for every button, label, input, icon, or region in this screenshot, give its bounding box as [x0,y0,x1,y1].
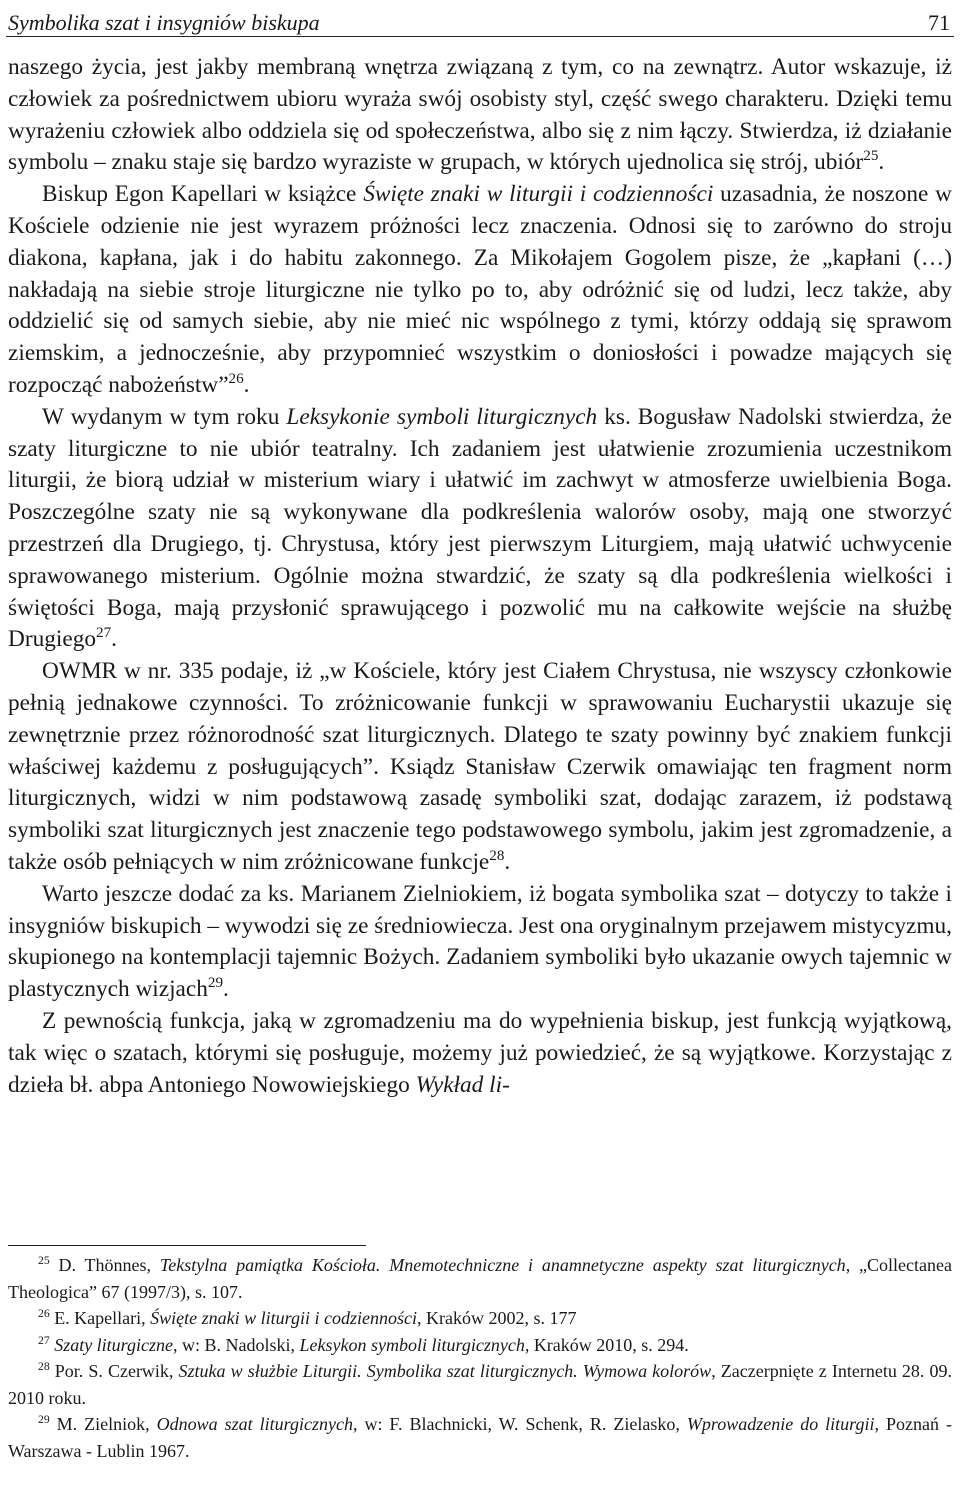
footnote [8,1305,952,1332]
text-run: . [504,848,511,875]
footnote [8,1411,952,1464]
italic-text: Leksykonie symboli liturgicznych [286,403,598,430]
footnote-marker: 28 [38,1360,50,1373]
footnote-marker: 28 [489,848,505,865]
text-run: , Poznań - Warszawa - Lublin 1967. [8,1414,952,1461]
text-run: . [223,976,229,1003]
text-run: , Kraków 2010, s. 294. [524,1334,689,1355]
text-run: M. Zielniok, [49,1414,157,1434]
footnote [8,1358,952,1411]
footnote-marker: 29 [207,975,224,992]
paragraph [8,879,952,1006]
paragraph [8,656,952,879]
text-run: E. Kapellari, [49,1308,151,1328]
text-run: Biskup Egon Kapellari w książce [42,181,364,208]
text-run: , w: F. Blachnicki, W. Schenk, R. Zielasko, [352,1414,687,1434]
paragraph [8,52,952,179]
footnote [8,1332,952,1359]
footnote-marker: 26 [228,371,244,388]
text-run: , Zaczerpnięte z Internetu 28. 09. 2010 roku. [8,1361,952,1408]
footnote-marker: 26 [38,1307,50,1320]
text-run: Por. S. Czerwik, [49,1361,179,1381]
paragraph [8,1006,952,1101]
italic-text: Odnowa szat liturgicznych [156,1414,353,1434]
text-run: ks. Bogusław Nadolski stwierdza, że szaty liturgiczne to nie ubiór teatralny. Ich zadaniem jest ułatwienie zrozumienia uczestnikom liturgii, że biorą udział w misterium wiary i ułatwić im zachwyt w atmosferze uwielbienia Boga. Poszczególne szaty nie są wykonywane dla podkreślenia walorów osoby, mają one stworzyć przestrzeń dla Drugiego, tj. Chrystusa, który jest pierwszym Liturgiem, mają ułatwić uchwycenie sprawowanego misterium. Ogólnie można stwardzić, że szaty są dla podkreślenia wielkości i świętości Boga, mają przysłonić sprawującego i pozwolić mu na całkowite wejście na służbę Drugiego [8,403,952,653]
italic-text: Wprowadzenie do liturgii [686,1414,875,1434]
text-run: W wydanym w tym roku [42,403,287,430]
footnote-marker: 25 [38,1254,50,1267]
italic-text: Leksykon symboli liturgicznych [299,1334,525,1355]
text-run: naszego życia, jest jakby membraną wnętrza związaną z tym, co na zewnątrz. Autor wskazuje, iż człowiek za pośrednictwem ubioru wyraża swój osobisty styl, część swego charakteru. Dzięki temu wyrażeniu człowiek albo oddziela się od społeczeństwa, albo się z nim łączy. Stwierdza, iż działanie symbolu – znaku staje się bardzo wyraziste w grupach, w których ujednolica się strój, ubiór [8,54,952,176]
text-run: Z pewnością funkcja, jaką w zgromadzeniu ma do wypełnienia biskup, jest funkcją wyjątkową, tak więc o szatach, którymi się posługuje, możemy już powiedzieć, że są wyjątkowe. Korzystając z dzieła bł. abpa Antoniego Nowowiejskiego [8,1007,952,1098]
footnote-marker: 29 [38,1413,50,1426]
running-header [8,2,950,36]
text-run: , „Collectanea Theologica” 67 (1997/3), s. 107. [8,1255,952,1302]
text-run: . [878,149,885,176]
text-run: D. Thönnes, [49,1255,160,1275]
paragraph [8,179,952,402]
italic-text: Sztuka w służbie Liturgii. Symbolika szat liturgicznych. Wymowa kolorów [178,1361,712,1381]
header-rule [6,36,954,37]
footnotes [8,1252,952,1464]
footnote-separator [8,1245,366,1246]
italic-text: Tekstylna pamiątka Kościoła. Mnemotechniczne i anamnetyczne aspekty szat liturgicznych [159,1255,846,1275]
italic-text: Święte znaki w liturgii i codzienności [363,181,714,208]
footnote-marker: 25 [863,148,879,165]
italic-text: Wykład li- [415,1071,510,1098]
footnote [8,1252,952,1305]
text-run: . [243,371,250,398]
text-run: . [111,626,117,653]
paragraph [8,402,952,656]
footnote-marker: 27 [96,625,112,642]
text-run: , Kraków 2002, s. 177 [416,1308,577,1328]
text-run: , w: B. Nadolski, [173,1334,300,1355]
text-run: uzasadnia, że noszone w Kościele odzienie nie jest wyrazem próżności lecz znaczenia. Odnosi się to zarówno do stroju diakona, kapłana, jak i do habitu zakonnego. Za Mikołajem Gogolem pisze, że „kapłani (…) nakładają na siebie stroje liturgiczne nie tylko po to, aby odróżnić się od ludzi, lecz także, aby oddzielić się od samych siebie, aby nie mieć nic wspólnego z tymi, którzy oddają się sprawom ziemskim, a jednocześnie, aby przypomnieć wszystkim o doniosłości i powadze mających się rozpocząć nabożeństw” [8,181,952,398]
text-run: OWMR w nr. 335 podaje, iż „w Kościele, który jest Ciałem Chrystusa, nie wszyscy członkowie pełnią jednakowe czynności. To zróżnicowanie funkcji w sprawowaniu Eucharystii ukazuje się zewnętrznie przez różnorodność szat liturgicznych. Dlatego te szaty powinny być znakiem funkcji właściwej każdemu z posługujących”. Ksiądz Stanisław Czerwik omawiając ten fragment norm liturgicznych, widzi w nim podstawową zasadę symboliki szat, dodając zarazem, iż podstawą symboliki szat liturgicznych jest znaczenie tego podstawowego symbolu, jakim jest zgromadzenie, a także osób pełniących w nim zróżnicowane funkcje [8,658,952,875]
text-run: Warto jeszcze dodać za ks. Marianem Zielniokiem, iż bogata symbolika szat – dotyczy to także i insygniów biskupich – wywodzi się ze średniowiecza. Jest ona oryginalnym przejawem mistycyzmu, skupionego na kontemplacji tajemnic Bożych. Zadaniem symboliki było ukazanie owych tajemnic w plastycznych wizjach [8,880,952,1003]
body-text [8,52,952,1101]
footnote-marker: 27 [38,1333,50,1347]
italic-text: Święte znaki w liturgii i codzienności [150,1308,417,1328]
running-title: Symbolika szat i insygniów biskupa [8,10,320,35]
italic-text: Szaty liturgiczne [54,1334,174,1355]
page-number: 71 [928,10,950,35]
